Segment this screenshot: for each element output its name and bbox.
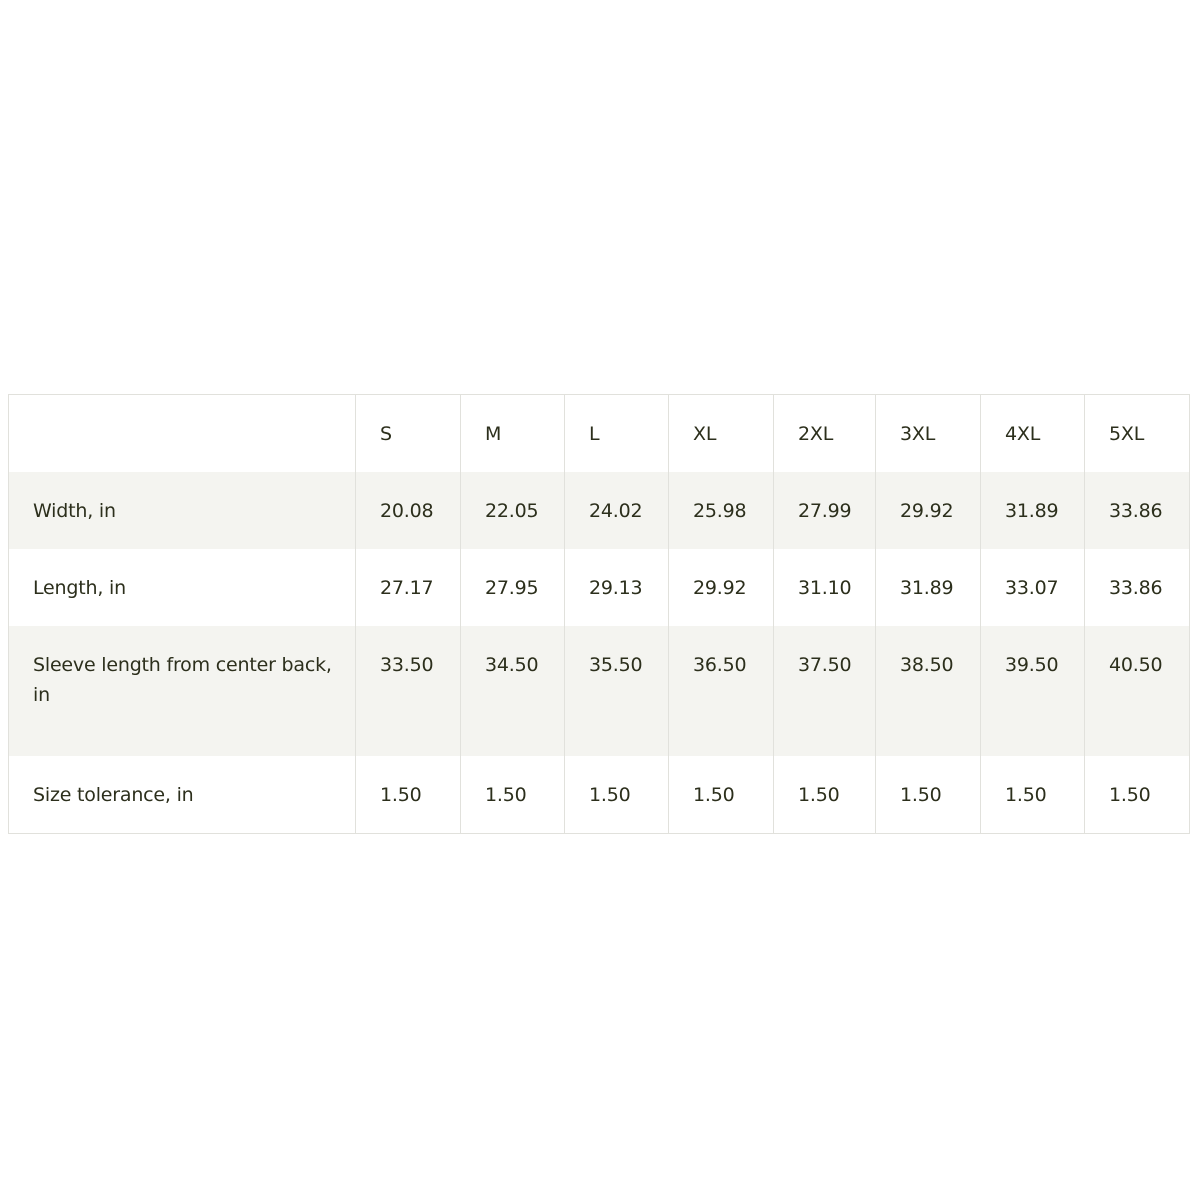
header-row — [9, 395, 1190, 473]
row-label-width: Width, in — [9, 472, 356, 549]
table-cell: 27.99 — [774, 472, 876, 549]
row-label-size-tolerance: Size tolerance, in — [9, 756, 356, 834]
header-corner-cell — [9, 395, 356, 473]
table-cell: 27.95 — [461, 549, 565, 626]
table-cell: 29.92 — [669, 549, 774, 626]
table-cell: 1.50 — [565, 756, 669, 834]
table-row-sleeve-length — [9, 626, 1190, 756]
table-cell: 39.50 — [981, 626, 1085, 756]
size-header-l: L — [565, 395, 669, 473]
table-cell: 33.07 — [981, 549, 1085, 626]
table-cell: 33.86 — [1085, 549, 1190, 626]
size-header-xl: XL — [669, 395, 774, 473]
size-header-m: M — [461, 395, 565, 473]
table-row-length — [9, 549, 1190, 626]
size-header-3xl: 3XL — [876, 395, 981, 473]
size-header-5xl: 5XL — [1085, 395, 1190, 473]
table-cell: 29.13 — [565, 549, 669, 626]
table-row-width — [9, 472, 1190, 549]
table-cell: 22.05 — [461, 472, 565, 549]
table-cell: 29.92 — [876, 472, 981, 549]
table-cell: 33.50 — [356, 626, 461, 756]
table-cell: 31.10 — [774, 549, 876, 626]
row-label-length: Length, in — [9, 549, 356, 626]
table-cell: 40.50 — [1085, 626, 1190, 756]
table-cell: 1.50 — [981, 756, 1085, 834]
size-chart-table — [8, 394, 1190, 834]
table-cell: 25.98 — [669, 472, 774, 549]
table-cell: 31.89 — [876, 549, 981, 626]
table-cell: 36.50 — [669, 626, 774, 756]
table-cell: 34.50 — [461, 626, 565, 756]
table-cell: 1.50 — [461, 756, 565, 834]
table-row-size-tolerance — [9, 756, 1190, 834]
size-header-s: S — [356, 395, 461, 473]
table-cell: 24.02 — [565, 472, 669, 549]
table-cell: 37.50 — [774, 626, 876, 756]
table-cell: 1.50 — [1085, 756, 1190, 834]
table-cell: 38.50 — [876, 626, 981, 756]
table-cell: 1.50 — [876, 756, 981, 834]
table-cell: 31.89 — [981, 472, 1085, 549]
table-cell: 33.86 — [1085, 472, 1190, 549]
table-cell: 1.50 — [774, 756, 876, 834]
row-label-sleeve-length: Sleeve length from center back, in — [9, 626, 356, 756]
table-cell: 1.50 — [356, 756, 461, 834]
table-cell: 1.50 — [669, 756, 774, 834]
table-cell: 20.08 — [356, 472, 461, 549]
table-cell: 35.50 — [565, 626, 669, 756]
size-header-2xl: 2XL — [774, 395, 876, 473]
size-header-4xl: 4XL — [981, 395, 1085, 473]
table-cell: 27.17 — [356, 549, 461, 626]
